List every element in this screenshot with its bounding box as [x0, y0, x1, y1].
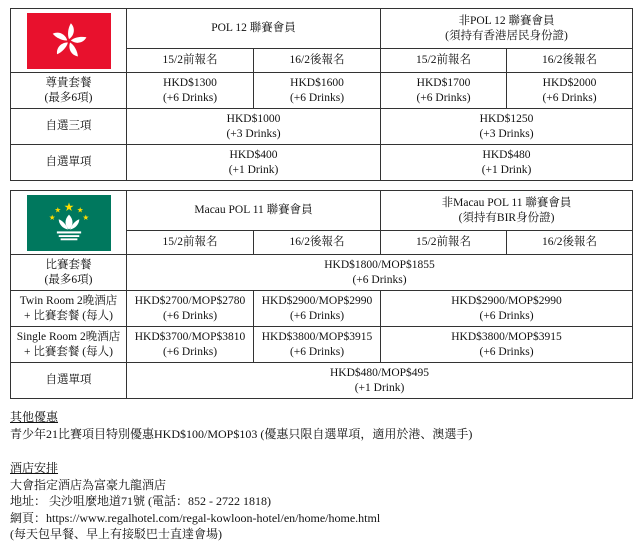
macau-late-label: 16/2後報名	[507, 231, 633, 255]
price-cell: HKD$1700 (+6 Drinks)	[381, 73, 507, 109]
row-label: 自選單項	[11, 363, 127, 399]
price-cell: HKD$1600 (+6 Drinks)	[254, 73, 381, 109]
price-cell: HKD$480/MOP$495 (+1 Drink)	[127, 363, 633, 399]
hotel-name: 大會指定酒店為富豪九龍酒店	[10, 477, 167, 492]
price-cell: HKD$3700/MOP$3810 (+6 Drinks)	[127, 327, 254, 363]
hotel-section	[10, 460, 380, 543]
hk-late-label: 16/2後報名	[254, 49, 381, 73]
other-offers-heading: 其他優惠	[10, 410, 59, 424]
hk-flag-cell	[11, 9, 127, 73]
macau-price-table	[10, 190, 633, 399]
macau-early-label: 15/2前報名	[127, 231, 254, 255]
table-row	[11, 291, 633, 327]
table-row	[11, 255, 633, 291]
hk-late-label: 16/2後報名	[507, 49, 633, 73]
price-cell: HKD$1800/MOP$1855 (+6 Drinks)	[127, 255, 633, 291]
macau-nonmember-header: 非Macau POL 11 聯賽會員 (須持有BIR身份證)	[381, 191, 633, 231]
hotel-website: 網頁：https://www.regalhotel.com/regal-kowloon-hotel/en/home/home.html	[10, 510, 381, 525]
price-cell: HKD$400 (+1 Drink)	[127, 145, 381, 181]
other-offers-section	[10, 409, 472, 442]
row-label: Twin Room 2晚酒店 + 比賽套餐 (每人)	[11, 291, 127, 327]
price-cell: HKD$480 (+1 Drink)	[381, 145, 633, 181]
row-label: 自選三項	[11, 109, 127, 145]
hk-member-header: POL 12 聯賽會員	[127, 9, 381, 49]
hk-early-label: 15/2前報名	[127, 49, 254, 73]
row-label: 尊貴套餐 (最多6項)	[11, 73, 127, 109]
price-cell: HKD$3800/MOP$3915 (+6 Drinks)	[254, 327, 381, 363]
table-row	[11, 145, 633, 181]
price-cell: HKD$2900/MOP$2990 (+6 Drinks)	[381, 291, 633, 327]
price-cell: HKD$1000 (+3 Drinks)	[127, 109, 381, 145]
table-row	[11, 73, 633, 109]
hk-early-label: 15/2前報名	[381, 49, 507, 73]
row-label: Single Room 2晚酒店 + 比賽套餐 (每人)	[11, 327, 127, 363]
price-cell: HKD$1250 (+3 Drinks)	[381, 109, 633, 145]
hong-kong-flag-icon	[27, 13, 111, 69]
hk-nonmember-header: 非POL 12 聯賽會員 (須持有香港居民身份證)	[381, 9, 633, 49]
row-label: 比賽套餐 (最多6項)	[11, 255, 127, 291]
hotel-address: 地址： 尖沙咀麼地道71號 (電話：852 - 2722 1818)	[10, 494, 271, 508]
table-row	[11, 109, 633, 145]
table-row	[11, 363, 633, 399]
other-offers-text: 青少年21比賽項目特別優惠HKD$100/MOP$103 (優惠只限自選單項，適用於港、澳選手)	[10, 426, 473, 441]
price-cell: HKD$2700/MOP$2780 (+6 Drinks)	[127, 291, 254, 327]
hk-price-table	[10, 8, 633, 181]
table-row	[11, 327, 633, 363]
macau-flag-cell	[11, 191, 127, 255]
row-label: 自選單項	[11, 145, 127, 181]
macau-flag-icon	[27, 195, 111, 251]
price-cell: HKD$1300 (+6 Drinks)	[127, 73, 254, 109]
price-cell: HKD$2900/MOP$2990 (+6 Drinks)	[254, 291, 381, 327]
macau-early-label: 15/2前報名	[381, 231, 507, 255]
hotel-heading: 酒店安排	[10, 461, 59, 475]
macau-late-label: 16/2後報名	[254, 231, 381, 255]
macau-member-header: Macau POL 11 聯賽會員	[127, 191, 381, 231]
price-cell: HKD$3800/MOP$3915 (+6 Drinks)	[381, 327, 633, 363]
price-cell: HKD$2000 (+6 Drinks)	[507, 73, 633, 109]
hotel-note: (每天包早餐、早上有接駁巴士直達會場)	[10, 527, 222, 541]
